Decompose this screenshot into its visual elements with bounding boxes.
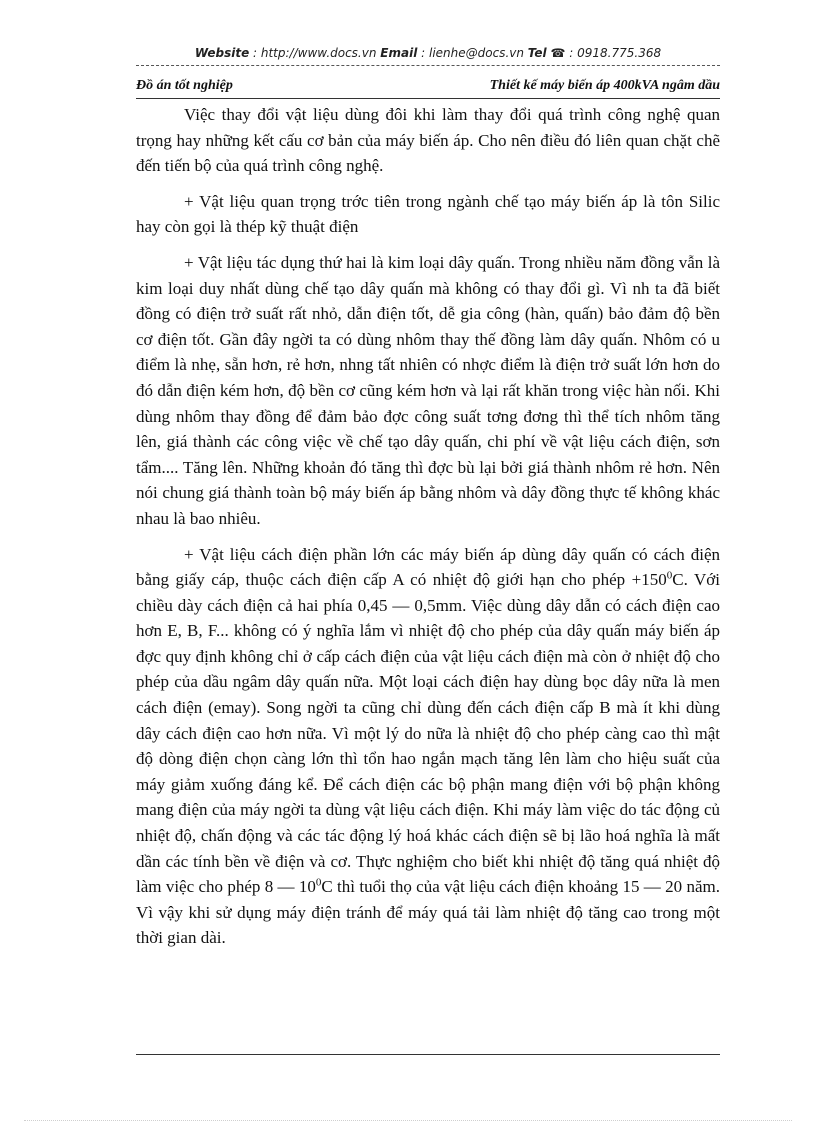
page-edge-line: [24, 1120, 792, 1121]
footer-divider: [136, 1054, 720, 1055]
header-right-title: Thiết kế máy biến áp 400kVA ngâm dầu: [489, 78, 720, 93]
tel-label: Tel: [527, 46, 547, 60]
header-left-title: Đồ án tốt nghiệp: [136, 78, 233, 93]
top-divider: [136, 65, 720, 66]
paragraph-4-part-1: + Vật liệu cách điện phần lớn các máy biến áp dùng dây quấn có cách điện bằng giấy cáp, thuộc cách điện cấp A có nhiệt độ giới hạn cho phép +150: [136, 544, 720, 590]
email-address[interactable]: : lienhe@docs.vn: [417, 46, 528, 60]
paragraph-2: + Vật liệu quan trọng trớc tiên trong ngành chế tạo máy biến áp là tôn Silic hay còn gọi là thép kỹ thuật điện: [136, 191, 720, 237]
paragraph-4-part-3: C thì tuổi thọ của vật liệu cách điện khoảng 15 — 20 năm. Vì vậy khi sử dụng máy điện tránh để máy quá tải làm nhiệt độ tăng cao trong một thời gian dài.: [136, 877, 720, 948]
degree-superscript-1: 0: [666, 569, 673, 582]
degree-superscript-2: 0: [315, 876, 322, 889]
paragraph-4: [136, 542, 720, 952]
paragraph-4-part-2: C. Với chiều dày cách điện cả hai phía 0,45 — 0,5mm. Việc dùng dây dẫn có cách điện cao hơn E, B, F... không có ý nghĩa lắm vì nhiệt độ cho phép của dây quấn máy biến áp đợc quy định không chỉ ở cấp cách điện của vật liệu cách điện mà còn ở nhiệt độ cho phép của dầu ngâm dây quấn nữa. Một loại cách điện hay dùng bọc dây nữa là men cách điện (emay). Song ngời ta cũng chỉ dùng đến cách điện cấp B mà ít khi dùng dây cách điện cao hơn nữa. Vì một lý do nữa là nhiệt độ cho phép càng cao thì mật độ dòng điện chọn càng lớn thì tổn hao ngắn mạch tăng lên làm cho hiệu suất của máy giảm xuống đáng kể. Để cách điện các bộ phận mang điện với bộ phận không mang điện của máy ngời ta dùng vật liệu cách điện. Khi máy làm việc do tác động củ nhiệt độ, chấn động và các tác động lý hoá khác cách điện sẽ bị lão hoá nghĩa là mất dần các tính bền về điện và cơ. Thực nghiệm cho biết khi nhiệt độ tăng quá nhiệt độ làm việc cho phép 8 — 10: [136, 570, 720, 897]
website-label: Website: [194, 46, 250, 60]
document-body: [136, 102, 720, 961]
paragraph-3: + Vật liệu tác dụng thứ hai là kim loại dây quấn. Trong nhiều năm đồng vẫn là kim loại duy nhất dùng chế tạo dây quấn mà không có thay đổi gì. Vì nh ta đã biết đồng có điện trở suất rất nhỏ, dẫn điện tốt, dễ gia công (hàn, quấn) bảo đảm độ bền cơ điện tốt. Gần đây ngời ta có dùng nhôm thay thế đồng làm dây quấn. Nhôm có u điểm là nhẹ, sẵn hơn, rẻ hơn, nhng tất nhiên có nhợc điểm là điện trở suất lớn hơn do đó dẫn điện kém hơn, độ bền cơ cũng kém hơn và lại rất khăn trong việc hàn nối. Khi dùng nhôm thay đồng để đảm bảo đợc công suất tơng đơng thì thể tích nhôm tăng lên, giá thành các công việc về chế tạo dây quấn, chi phí về vật liệu cách điện, sơn tẩm.... Tăng lên. Những khoản đó tăng thì đợc bù lại bởi giá thành nhôm rẻ hơn. Nên nói chung giá thành toàn bộ máy biến áp bằng nhôm và dây đồng thực tế không khác nhau là bao nhiêu.: [136, 252, 720, 528]
website-url[interactable]: : http://www.docs.vn: [249, 46, 381, 60]
email-label: Email: [380, 46, 418, 60]
paragraph-1: Việc thay đổi vật liệu dùng đôi khi làm thay đổi quá trình công nghệ quan trọng hay những kết cấu cơ bản của máy biến áp. Cho nên điều đó liên quan chặt chẽ đến tiến bộ của quá trình công nghệ.: [136, 105, 720, 176]
document-header: [136, 78, 720, 99]
website-bar: [136, 46, 720, 60]
phone-icon: ☎: [550, 46, 566, 60]
tel-number: : 0918.775.368: [565, 46, 662, 60]
